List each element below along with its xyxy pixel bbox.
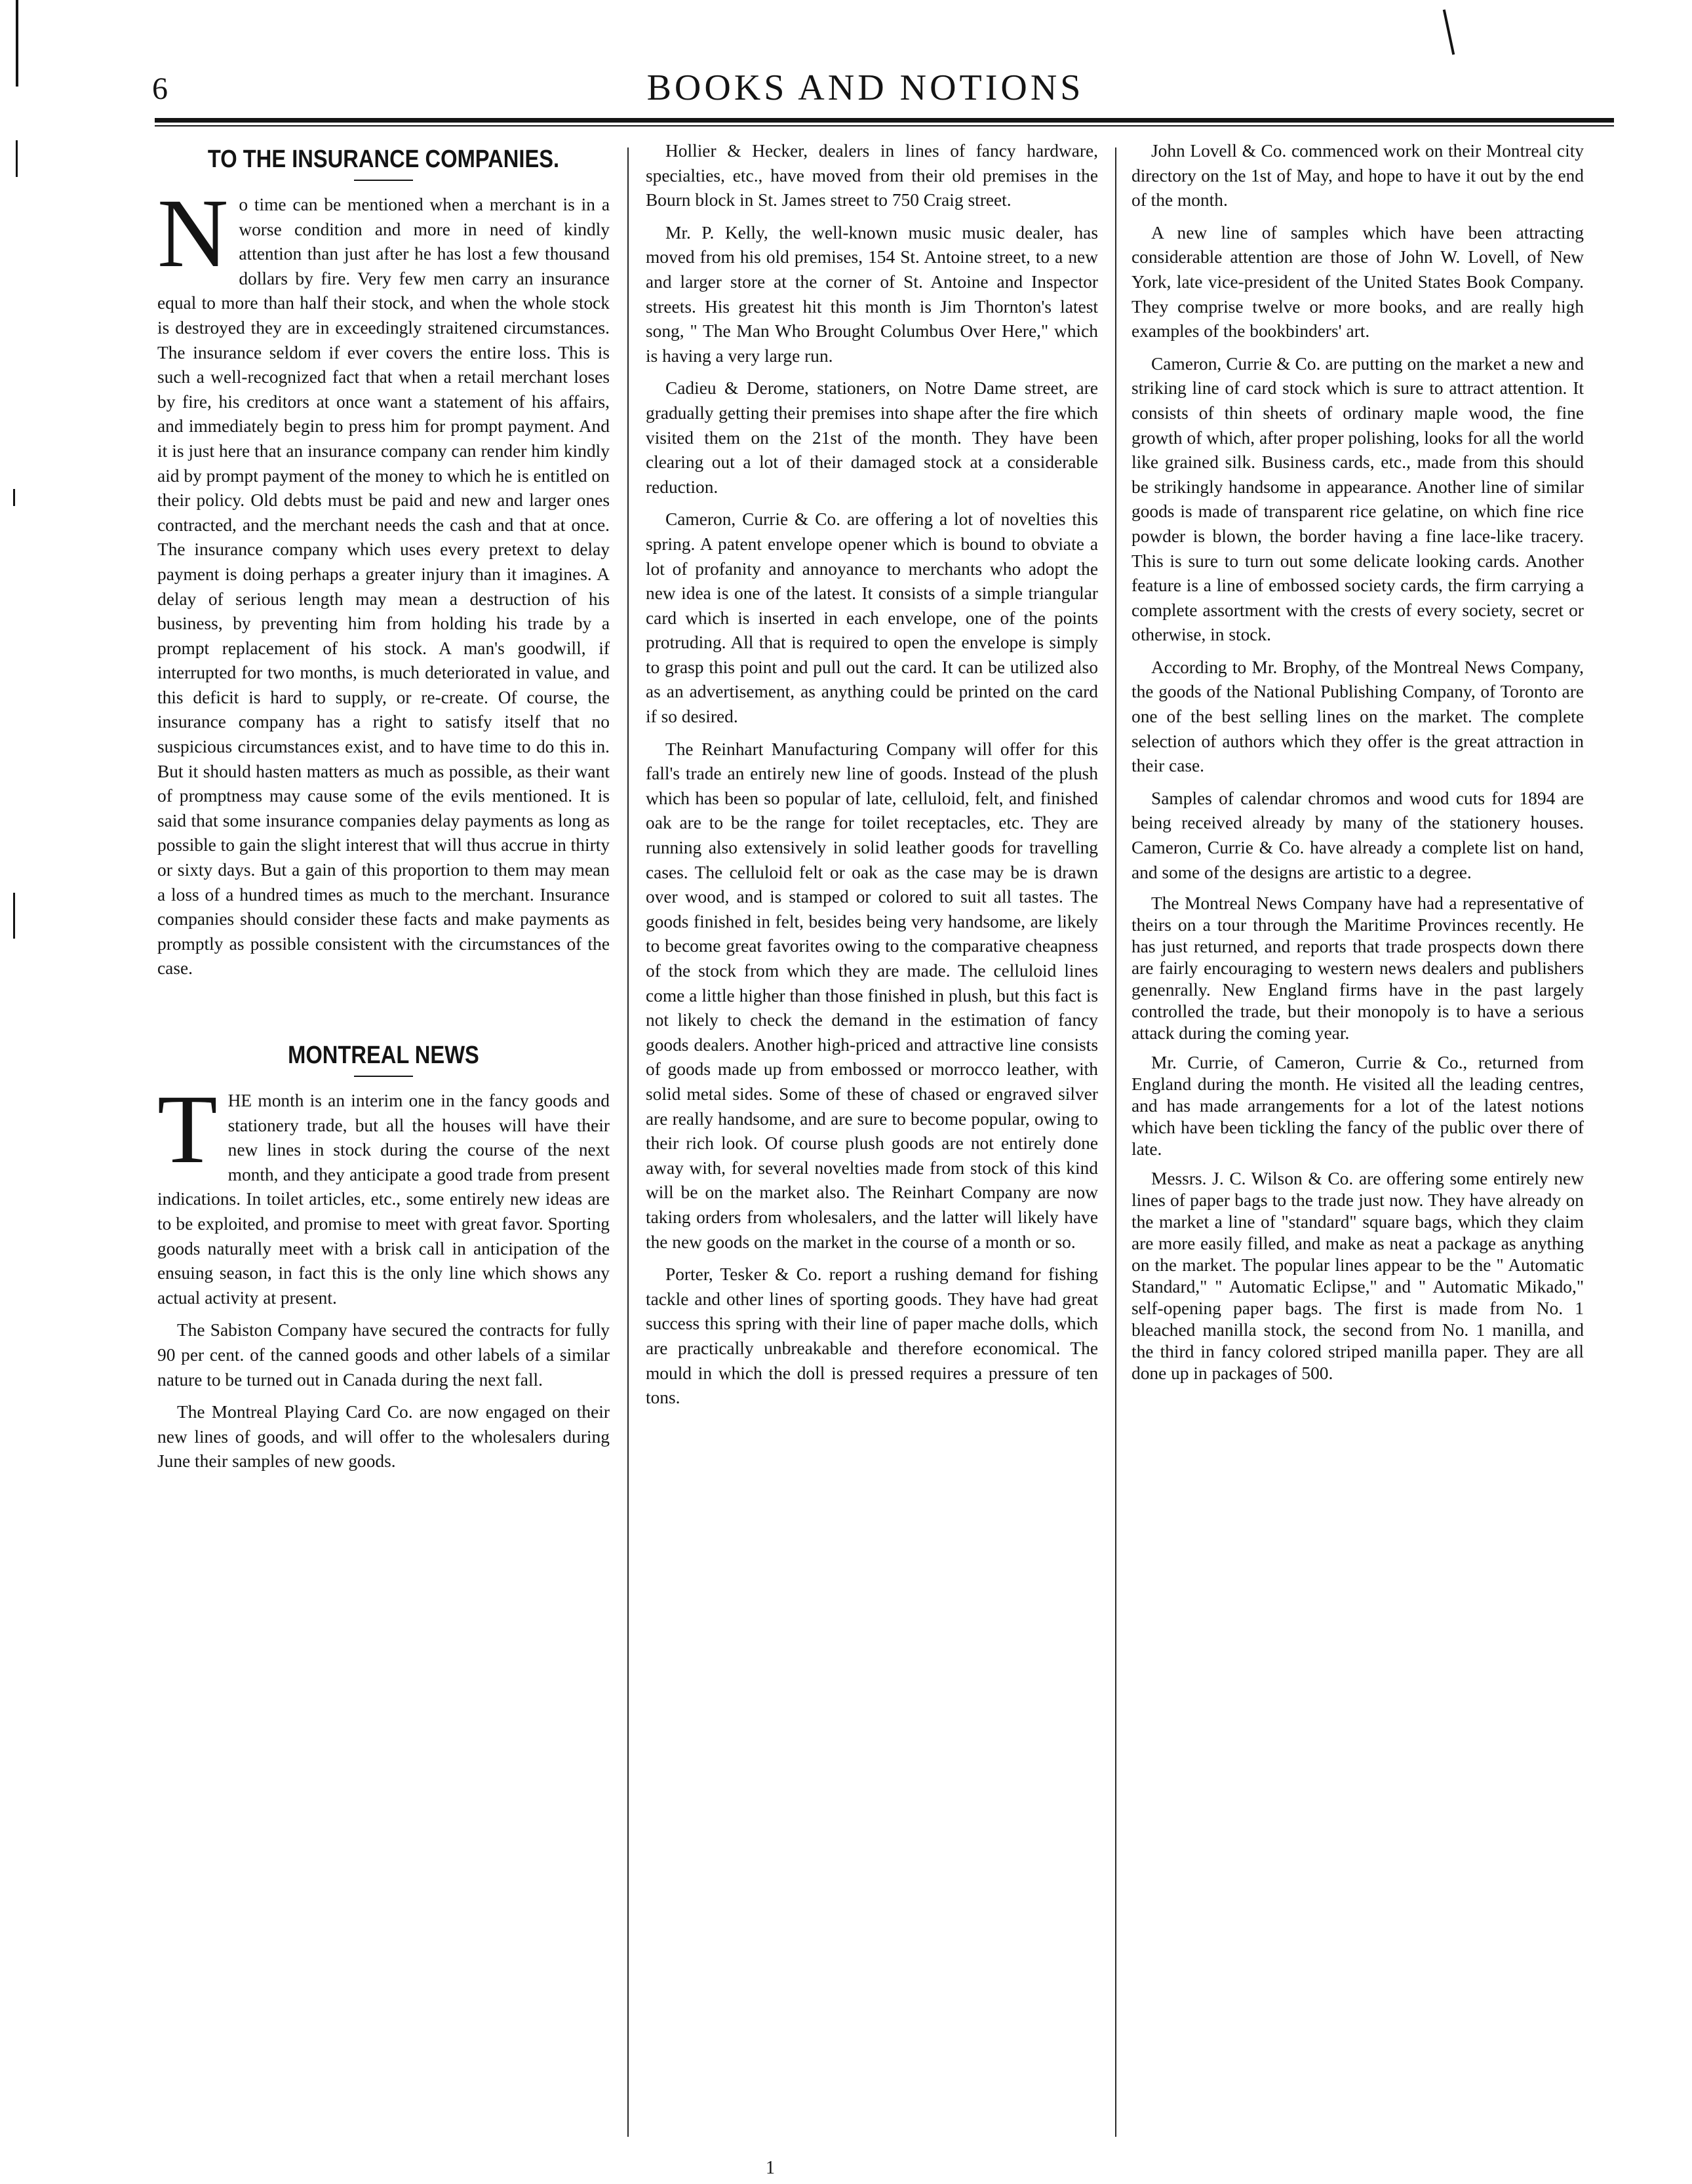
column-3 xyxy=(1131,139,1584,2138)
column-divider xyxy=(1115,147,1116,2137)
page-number: 6 xyxy=(152,71,168,106)
headline-rule xyxy=(354,180,413,181)
column-1 xyxy=(157,139,610,2138)
paragraph-text: HE month is an interim one in the fancy goods and stationery trade, but all the houses will have their new lines in stock during the course of the next month, and they anticipate a good trade from present indications. In toilet articles, etc., some entirely new ideas are to be exploited, and promise to meet with great favor. Sporting goods naturally meet with a brisk call in anticipation of the ensuing season, in fact this is the only line which shows any actual activity at present. xyxy=(157,1091,610,1308)
article-paragraph: Hollier & Hecker, dealers in lines of fancy hardware, specialties, etc., have moved from their old premises in the Bourn block in St. James street to 750 Craig street. xyxy=(646,141,1098,210)
article-paragraph: The Sabiston Company have secured the contracts for fully 90 per cent. of the canned goods and other labels of a similar nature to be turned out in Canada during the next fall. xyxy=(157,1320,610,1390)
article-paragraph xyxy=(157,179,610,981)
article-paragraph: Mr. Currie, of Cameron, Currie & Co., returned from England during the month. He visited all the leading centres, and has made arrangements for a lot of the latest notions which have been tickling the fancy of the public over there of late. xyxy=(1131,1053,1584,1160)
headline-montreal-news: MONTREAL NEWS xyxy=(288,1042,479,1069)
article-paragraph: John Lovell & Co. commenced work on their Montreal city directory on the 1st of May, and hope to have it out by the end of the month. xyxy=(1131,141,1584,210)
scan-edge-mark xyxy=(1443,9,1455,54)
article-paragraph: According to Mr. Brophy, of the Montreal News Company, the goods of the National Publishing Company, of Toronto are one of the best selling lines on the market. The complete selection of authors which they offer is the great attraction in their case. xyxy=(1131,657,1584,776)
scan-edge-mark xyxy=(16,140,18,177)
article-paragraph: Messrs. J. C. Wilson & Co. are offering some entirely new lines of paper bags to the trade just now. They have already on the market a line of "standard" square bags, which they claim are more easily filled, and make as neat a package as anything on the market. The popular lines appear to be the " Automatic Standard," " Automatic Eclipse," and " Automatic Mikado," self-opening paper bags. The first is made from No. 1 bleached manilla stock, the second from No. 1 manilla, and the third in fancy colored striped manilla paper. They are all done up in packages of 500. xyxy=(1131,1169,1584,1384)
paragraph-text: o time can be mentioned when a merchant is in a worse condition and more in need of kindly attention than just after he has lost a few thousand dollars by fire. Very few men carry an insurance equal to more than half their stock, and when the whole stock is destroyed they are in exceedingly straitened circumstances. The insurance seldom if ever covers the entire loss. This is such a well-recognized fact that when a retail merchant loses by fire, his creditors at once want a statement of his affairs, and immediately begin to press him for prompt payment. And it is just here that an insurance company can render him kindly aid by prompt payment of the money to which he is entitled on their policy. Old debts must be paid and new and larger ones contracted, and the merchant needs the cash and that at once. The insurance company which uses every pretext to delay payment is doing perhaps a greater injury than it imagines. A delay of serious length may mean a destruction of his business, by preventing him from holding his trade by a prompt replacement of his stock. A man's goodwill, if interrupted for two months, is much deteriorated in value, and this deficit is hard to supply, or re-create. Of course, the insurance company has a right to satisfy itself that no suspicious circumstances exist, and to have time to do this in. But it should hasten matters as much as possible, as their want of promptness may cause some of the evils mentioned. It is said that some insurance companies delay payments as long as possible to gain the slight interest that will thus accrue in thirty or sixty days. But a gain of this proportion to them may mean a loss of a hundred times as much to the merchant. Insurance companies should consider these facts and make payments as promptly as possible consistent with the circumstances of the case. xyxy=(157,195,610,979)
headline-rule xyxy=(354,1076,413,1077)
scan-edge-mark xyxy=(13,893,15,939)
article-gap xyxy=(157,981,610,1035)
running-head: BOOKS AND NOTIONS xyxy=(646,68,1084,108)
headline-insurance: TO THE INSURANCE COMPANIES. xyxy=(207,146,560,173)
article-paragraph: Samples of calendar chromos and wood cuts for 1894 are being received already by many of the stationery houses. Cameron, Currie & Co. have already a complete list on hand, and some of the designs are artistic to a degree. xyxy=(1131,788,1584,882)
article-paragraph: The Montreal Playing Card Co. are now engaged on their new lines of goods, and will offer to the wholesalers during June their samples of new goods. xyxy=(157,1402,610,1472)
article-paragraph: Mr. P. Kelly, the well-known music music dealer, has moved from his old premises, 154 St. Antoine street, to a new and larger store at the corner of St. Antoine and Inspector streets. His greatest hit this month is Jim Thornton's latest song, " The Man Who Brought Columbus Over Here," which is having a very large run. xyxy=(646,222,1098,366)
drop-cap: N xyxy=(157,179,229,288)
article-paragraph: The Reinhart Manufacturing Company will offer for this fall's trade an entirely new line of goods. Instead of the plush which has been so popular of late, celluloid, felt, and finished oak are to be the range for toilet receptacles, etc. They are running also extensively in solid leather goods for travelling cases. The celluloid felt or oak as the case may be is drawn over wood, and is stamped or colored to suit all tastes. The goods finished in felt, besides being very handsome, are likely to become great favorites owing to the comparative cheapness of the stock from which they are made. The celluloid lines come a little higher than those finished in plush, but this fact is not likely to check the demand in the estimation of fancy goods dealers. Another high-priced and attractive line consists of goods made up from embossed or morrocco leather, with solid metal sides. Some of these of chased or engraved silver are really handsome, and are sure to become popular, owing to their rich look. Of course plush goods are not entirely done away with, for several novelties made from stock of this kind will be on the market also. The Reinhart Company are now taking orders from wholesalers, and the latter will likely have the new goods on the market in the course of a month or so. xyxy=(646,739,1098,1252)
header-rule-thin xyxy=(155,125,1614,127)
column-2 xyxy=(646,139,1098,2138)
column-divider xyxy=(627,147,629,2137)
header-rule xyxy=(155,118,1614,123)
article-paragraph xyxy=(157,1075,610,1310)
scan-edge-mark xyxy=(13,489,15,506)
signature-mark: 1 xyxy=(766,2158,775,2178)
article-paragraph: Porter, Tesker & Co. report a rushing demand for fishing tackle and other lines of sporting goods. They have had great success this spring with their line of paper mache dolls, which are practically unbreakable and therefore economical. The mould in which the doll is pressed requires a pressure of ten tons. xyxy=(646,1264,1098,1408)
article-paragraph: Cameron, Currie & Co. are putting on the market a new and striking line of card stock which is sure to attract attention. It consists of thin sheets of ordinary maple wood, the fine growth of which, after proper polishing, looks for all the world like grained silk. Business cards, etc., made from this should be strikingly handsome in appearance. Another line of similar goods is made of transparent rice gelatine, on which fine rice powder is blown, the border having a fine lace-like tracery. This is sure to turn out some delicate looking cards. Another feature is a line of embossed society cards, the firm carrying a complete assortment with the crests of every society, secret or otherwise, in stock. xyxy=(1131,353,1584,645)
article-paragraph: Cadieu & Derome, stationers, on Notre Dame street, are gradually getting their premises into shape after the fire which visited them on the 21st of the month. They have been clearing out a lot of their damaged stock at a considerable reduction. xyxy=(646,378,1098,497)
scan-edge-mark xyxy=(16,0,18,87)
drop-cap: T xyxy=(157,1075,218,1184)
article-paragraph: A new line of samples which have been attracting considerable attention are those of John W. Lovell, of New York, late vice-president of the United States Book Company. They comprise twelve or more books, and are really high examples of the bookbinders' art. xyxy=(1131,222,1584,341)
article-paragraph: Cameron, Currie & Co. are offering a lot of novelties this spring. A patent envelope opener which is bound to obviate a lot of profanity and annoyance to merchants who adopt the new idea is one of the latest. It consists of a simple triangular card which is inserted in each envelope, one of the points protruding. All that is required to open the envelope is simply to grasp this point and pull out the card. It can be utilized also as an advertisement, as anything could be printed on the card if so desired. xyxy=(646,509,1098,727)
article-paragraph: The Montreal News Company have had a representative of theirs on a tour through the Maritime Provinces recently. He has just returned, and reports that trade prospects down there are fairly encouraging to western news dealers and publishers genenrally. New England firms have in the past largely controlled the trade, but their monopoly is to have a serious attack during the coming year. xyxy=(1131,893,1584,1043)
